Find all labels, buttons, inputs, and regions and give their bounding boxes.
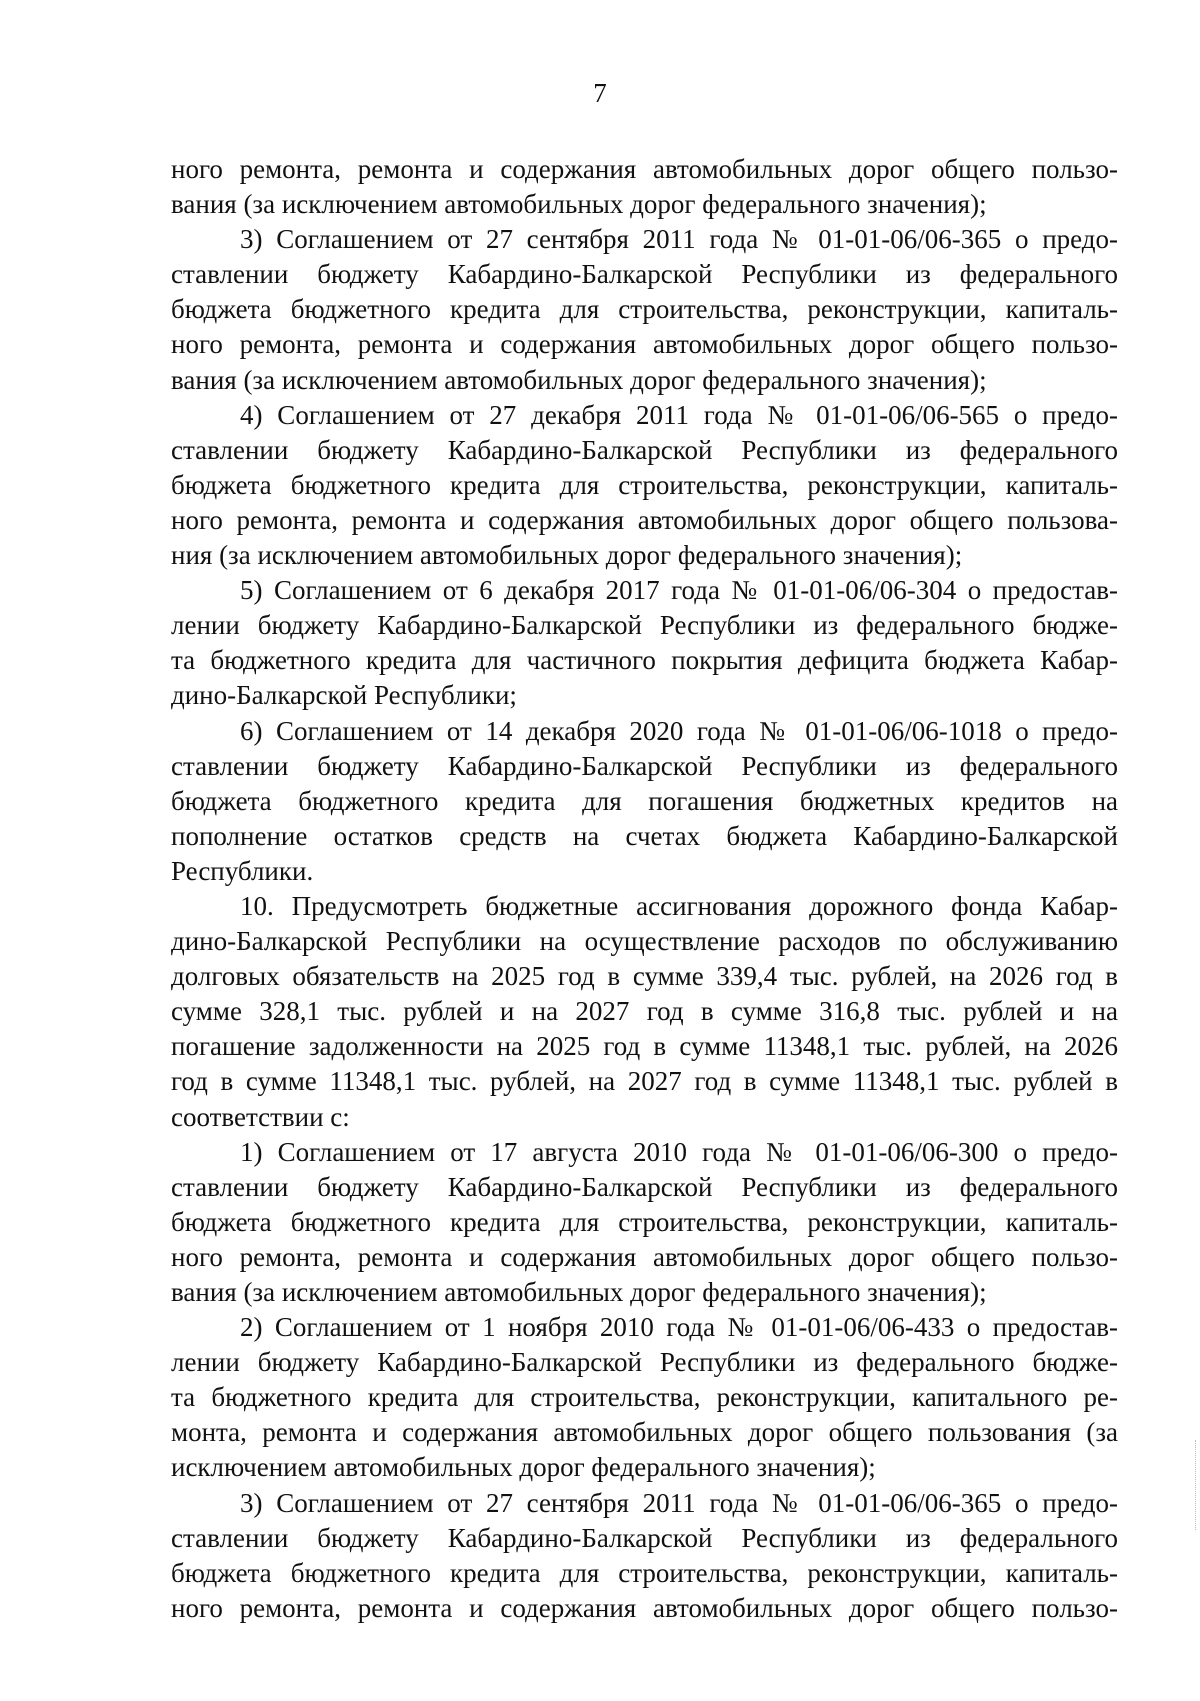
document-body	[171, 152, 1118, 1626]
text-line: ставлении бюджету Кабардино-Балкарской Республики из федерального	[171, 750, 1118, 781]
text-line: ставлении бюджету Кабардино-Балкарской Республики из федерального	[171, 259, 1118, 290]
text-line: 5) Соглашением от 6 декабря 2017 года № 01-01-06/06-304 о предостав-	[240, 575, 1118, 606]
text-line: ного ремонта, ремонта и содержания автомобильных дорог общего пользо-	[171, 1592, 1118, 1623]
text-line: 2) Соглашением от 1 ноября 2010 года № 01-01-06/06-433 о предостав-	[240, 1312, 1118, 1343]
text-line: дино-Балкарской Республики;	[171, 680, 517, 711]
text-line: год в сумме 11348,1 тыс. рублей, на 2027 год в сумме 11348,1 тыс. рублей в	[171, 1066, 1118, 1097]
text-line: бюджета бюджетного кредита для строительства, реконструкции, капиталь-	[171, 469, 1118, 500]
text-line: 10. Предусмотреть бюджетные ассигнования дорожного фонда Кабар-	[240, 890, 1118, 921]
text-line: вания (за исключением автомобильных дорог федерального значения);	[171, 364, 987, 395]
text-line: вания (за исключением автомобильных дорог федерального значения);	[171, 1277, 987, 1307]
text-line: ставлении бюджету Кабардино-Балкарской Республики из федерального	[171, 1171, 1118, 1202]
text-line: дино-Балкарской Республики на осуществление расходов по обслуживанию	[171, 926, 1118, 957]
text-line: ного ремонта, ремонта и содержания автомобильных дорог общего пользо-	[171, 154, 1118, 184]
scan-edge-mark	[1194, 1440, 1196, 1530]
text-line: сумме 328,1 тыс. рублей и на 2027 год в сумме 316,8 тыс. рублей и на	[171, 996, 1118, 1027]
text-line: 3) Соглашением от 27 сентября 2011 года № 01-01-06/06-365 о предо-	[240, 1487, 1118, 1518]
text-line: бюджета бюджетного кредита для строительства, реконструкции, капиталь-	[171, 294, 1118, 325]
text-line: ного ремонта, ремонта и содержания автомобильных дорог общего пользо-	[171, 1241, 1118, 1272]
text-line: бюджета бюджетного кредита для строительства, реконструкции, капиталь-	[171, 1206, 1118, 1237]
text-line: долговых обязательств на 2025 год в сумме 339,4 тыс. рублей, на 2026 год в	[171, 961, 1118, 992]
text-line: ставлении бюджету Кабардино-Балкарской Республики из федерального	[171, 434, 1118, 465]
text-line: бюджета бюджетного кредита для строительства, реконструкции, капиталь-	[171, 1557, 1118, 1588]
text-line: Республики.	[171, 855, 314, 886]
text-line: лении бюджету Кабардино-Балкарской Республики из федерального бюдже-	[171, 1347, 1118, 1378]
text-line: бюджета бюджетного кредита для погашения бюджетных кредитов на	[171, 785, 1118, 816]
text-line: та бюджетного кредита для частичного покрытия дефицита бюджета Кабар-	[171, 645, 1118, 676]
text-line: соответствии с:	[171, 1101, 350, 1132]
text-line: ного ремонта, ремонта и содержания автомобильных дорог общего пользова-	[171, 504, 1118, 535]
text-line: монта, ремонта и содержания автомобильных дорог общего пользования (за	[171, 1417, 1118, 1448]
text-line: ного ремонта, ремонта и содержания автомобильных дорог общего пользо-	[171, 329, 1118, 360]
page-number: 7	[593, 78, 607, 108]
text-line: исключением автомобильных дорог федерального значения);	[171, 1452, 876, 1483]
text-line: ставлении бюджету Кабардино-Балкарской Республики из федерального	[171, 1522, 1118, 1553]
text-line: вания (за исключением автомобильных дорог федерального значения);	[171, 189, 987, 220]
text-line: погашение задолженности на 2025 год в сумме 11348,1 тыс. рублей, на 2026	[171, 1031, 1118, 1062]
text-line: ния (за исключением автомобильных дорог федерального значения);	[171, 540, 963, 571]
text-line: пополнение остатков средств на счетах бюджета Кабардино-Балкарской	[171, 820, 1118, 851]
text-line: та бюджетного кредита для строительства, реконструкции, капитального ре-	[171, 1382, 1118, 1413]
text-line: 4) Соглашением от 27 декабря 2011 года № 01-01-06/06-565 о предо-	[240, 399, 1118, 430]
text-line: лении бюджету Кабардино-Балкарской Республики из федерального бюдже-	[171, 610, 1118, 641]
text-line: 1) Соглашением от 17 августа 2010 года № 01-01-06/06-300 о предо-	[240, 1136, 1118, 1167]
text-line: 6) Соглашением от 14 декабря 2020 года № 01-01-06/06-1018 о предо-	[240, 715, 1118, 746]
text-line: 3) Соглашением от 27 сентября 2011 года № 01-01-06/06-365 о предо-	[240, 224, 1118, 255]
